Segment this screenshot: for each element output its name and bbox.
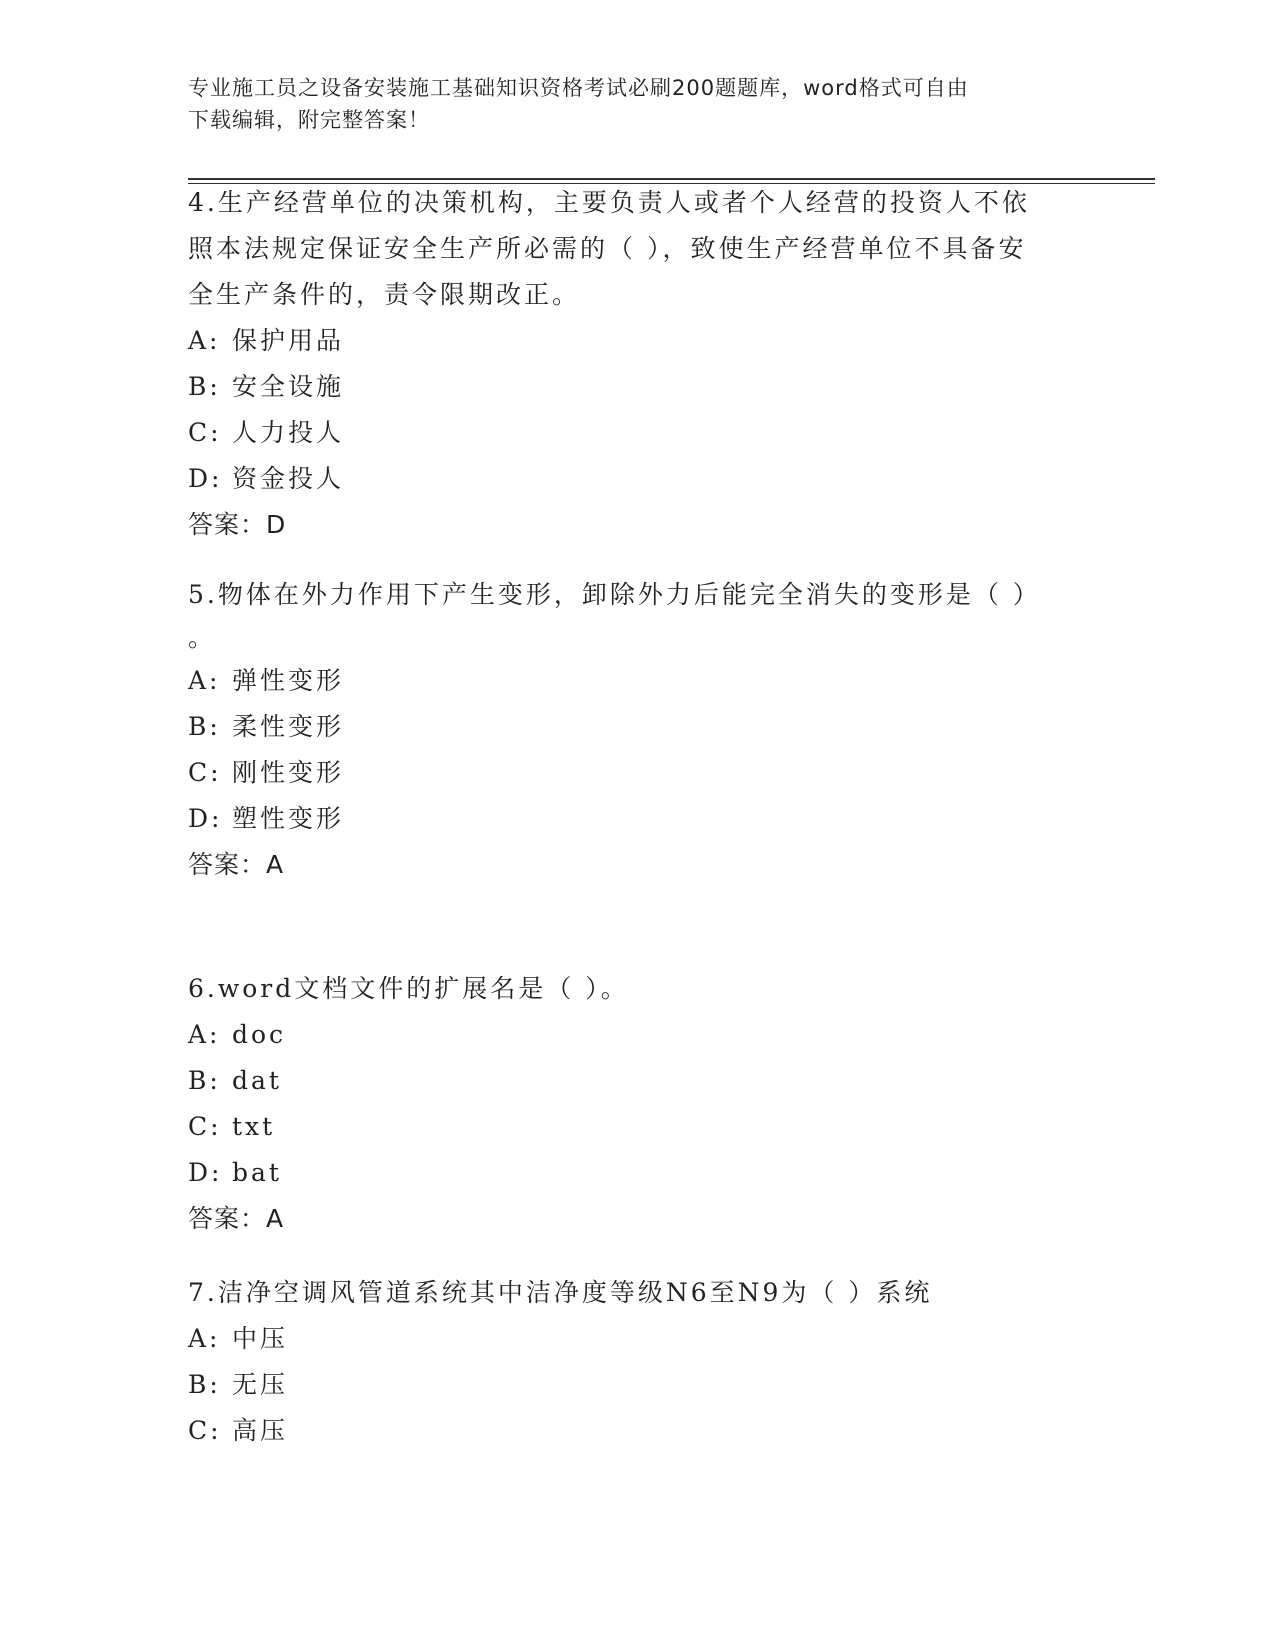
option-c bbox=[188, 410, 1088, 456]
option-letter: C: bbox=[188, 1112, 222, 1141]
option-letter: C: bbox=[188, 758, 222, 787]
option-letter: A: bbox=[188, 666, 221, 695]
option-letter: B: bbox=[188, 1066, 221, 1095]
option-letter: D: bbox=[188, 804, 223, 833]
option-c bbox=[188, 750, 1088, 796]
option-b bbox=[188, 704, 1088, 750]
question-5 bbox=[188, 572, 1088, 888]
option-b bbox=[188, 1362, 1088, 1408]
answer-line: 答案：A bbox=[188, 1204, 285, 1233]
option-letter: A: bbox=[188, 1324, 221, 1353]
option-a bbox=[188, 658, 1088, 704]
question-stem-line: 7.洁净空调风管道系统其中洁净度等级N6至N9为（ ）系统 bbox=[188, 1278, 933, 1307]
option-text: txt bbox=[232, 1112, 276, 1141]
question-stem-line: 6.word文档文件的扩展名是（ ）。 bbox=[188, 974, 629, 1003]
option-text: 保护用品 bbox=[232, 326, 345, 355]
question-stem-line: 。 bbox=[188, 623, 217, 652]
option-letter: A: bbox=[188, 1020, 221, 1049]
option-b bbox=[188, 1058, 1088, 1104]
option-letter: B: bbox=[188, 1370, 221, 1399]
option-c bbox=[188, 1104, 1088, 1150]
option-text: 中压 bbox=[232, 1324, 289, 1353]
option-letter: C: bbox=[188, 1416, 222, 1445]
option-a bbox=[188, 1012, 1088, 1058]
option-text: 资金投人 bbox=[232, 464, 345, 493]
option-a bbox=[188, 318, 1088, 364]
question-stem-line: 照本法规定保证安全生产所必需的（ ），致使生产经营单位不具备安 bbox=[188, 234, 1027, 263]
option-letter: A: bbox=[188, 326, 221, 355]
header-line-2: 下载编辑，附完整答案！ bbox=[188, 108, 430, 132]
option-b bbox=[188, 364, 1088, 410]
option-text: 塑性变形 bbox=[232, 804, 345, 833]
option-d bbox=[188, 796, 1088, 842]
answer-line: 答案：A bbox=[188, 850, 285, 879]
question-stem-line: 全生产条件的，责令限期改正。 bbox=[188, 280, 581, 309]
option-text: 柔性变形 bbox=[232, 712, 345, 741]
option-text: 无压 bbox=[232, 1370, 289, 1399]
document-header bbox=[188, 72, 1088, 136]
option-text: 人力投人 bbox=[232, 418, 345, 447]
option-a bbox=[188, 1316, 1088, 1362]
option-c bbox=[188, 1408, 1088, 1454]
option-letter: B: bbox=[188, 712, 221, 741]
option-d bbox=[188, 456, 1088, 502]
header-line-1: 专业施工员之设备安装施工基础知识资格考试必刷200题题库，word格式可自由 bbox=[188, 76, 969, 100]
option-letter: B: bbox=[188, 372, 221, 401]
question-stem-line: 5.物体在外力作用下产生变形，卸除外力后能完全消失的变形是（ ） bbox=[188, 580, 1041, 609]
question-6 bbox=[188, 966, 1088, 1242]
answer-line: 答案：D bbox=[188, 510, 287, 539]
option-d bbox=[188, 1150, 1088, 1196]
question-4 bbox=[188, 180, 1088, 548]
question-stem-line: 4.生产经营单位的决策机构，主要负责人或者个人经营的投资人不依 bbox=[188, 188, 1030, 217]
option-letter: D: bbox=[188, 464, 223, 493]
option-text: 高压 bbox=[232, 1416, 289, 1445]
option-text: bat bbox=[232, 1158, 282, 1187]
question-7 bbox=[188, 1270, 1088, 1454]
option-text: doc bbox=[232, 1020, 287, 1049]
option-text: 安全设施 bbox=[232, 372, 345, 401]
option-text: 弹性变形 bbox=[232, 666, 345, 695]
option-text: 刚性变形 bbox=[232, 758, 345, 787]
option-text: dat bbox=[232, 1066, 282, 1095]
option-letter: C: bbox=[188, 418, 222, 447]
option-letter: D: bbox=[188, 1158, 223, 1187]
